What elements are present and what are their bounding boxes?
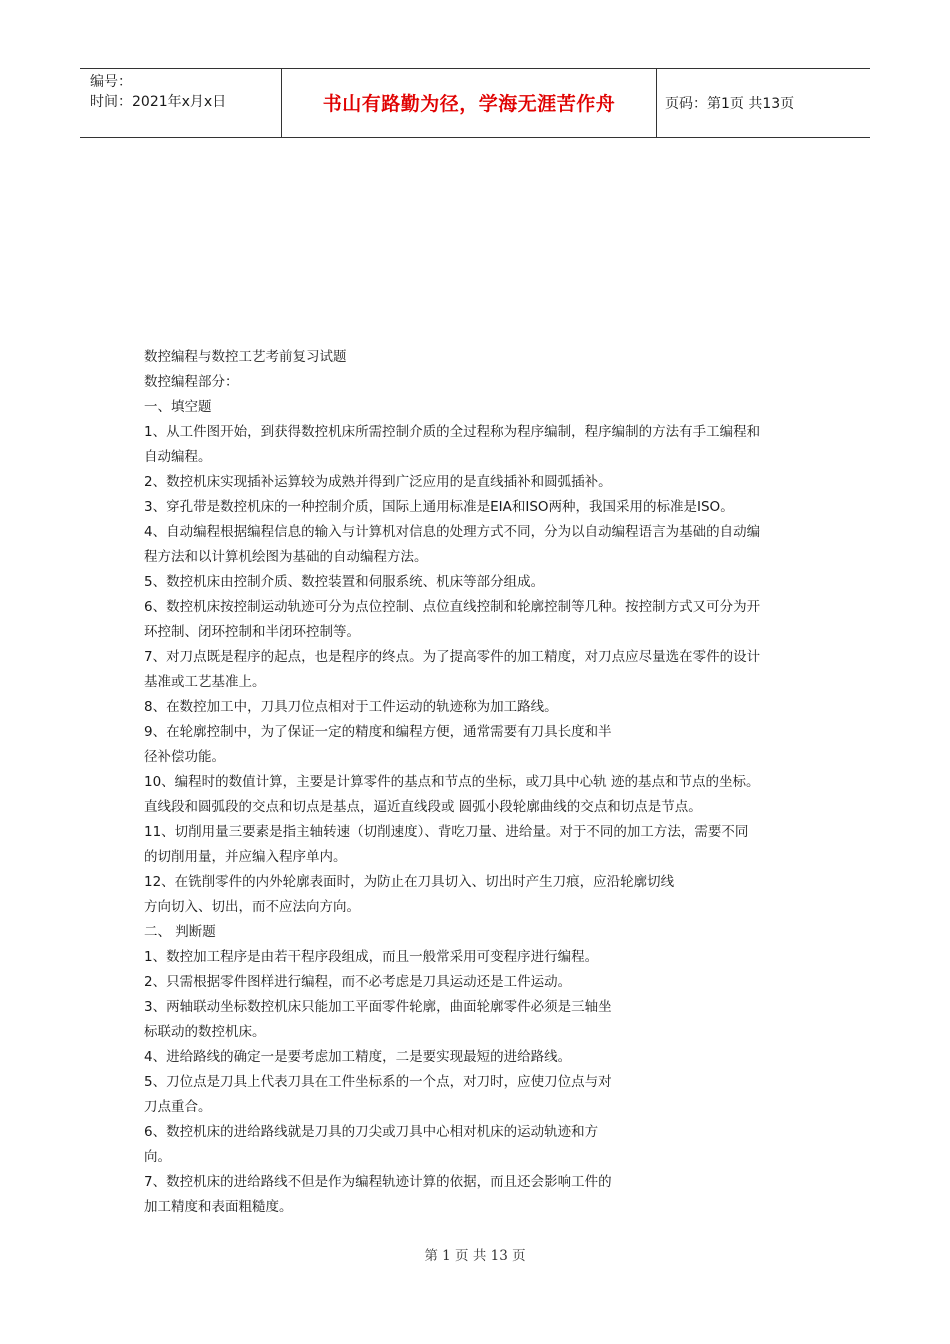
text-line: 6、数控机床的进给路线就是刀具的刀尖或刀具中心相对机床的运动轨迹和方 [144,1124,599,1140]
text-line: 11、切削用量三要素是指主轴转速（切削速度）、背吃刀量、进给量。对于不同的加工方法，需要不同 [144,824,749,840]
text-line: 4、自动编程根据编程信息的输入与计算机对信息的处理方式不同，分为以自动编程语言为基础的自动编 [144,524,761,540]
header-motto-cell [282,69,657,137]
text-line: 程方法和以计算机绘图为基础的自动编程方法。 [144,549,428,565]
document-number-label: 编号： [90,74,132,90]
text-line: 基准或工艺基准上。 [144,674,266,690]
text-line: 10、编程时的数值计算，主要是计算零件的基点和节点的坐标，或刀具中心轨 迹的基点和节点的坐标。 [144,774,760,790]
text-line: 一、填空题 [144,399,212,415]
motto-text: 书山有路勤为径，学海无涯苦作舟 [322,93,616,115]
text-line: 7、数控机床的进给路线不但是作为编程轨迹计算的依据，而且还会影响工件的 [144,1174,612,1190]
text-line: 2、数控机床实现插补运算较为成熟并得到广泛应用的是直线插补和圆弧插补。 [144,474,612,490]
header-page-info: 页码：第1页 共13页 [665,96,795,112]
text-line: 1、从工件图开始，到获得数控机床所需控制介质的全过程称为程序编制，程序编制的方法有手工编程和 [144,424,761,440]
text-line: 数控编程与数控工艺考前复习试题 [144,349,347,365]
text-line: 4、进给路线的确定一是要考虑加工精度，二是要实现最短的进给路线。 [144,1049,572,1065]
text-line: 1、数控加工程序是由若干程序段组成，而且一般常采用可变程序进行编程。 [144,949,599,965]
text-line: 2、只需根据零件图样进行编程，而不必考虑是刀具运动还是工件运动。 [144,974,572,990]
header-page-cell [657,69,870,137]
text-line: 7、对刀点既是程序的起点，也是程序的终点。为了提高零件的加工精度，对刀点应尽量选在零件的设计 [144,649,761,665]
text-line: 径补偿功能。 [144,749,225,765]
text-line: 3、两轴联动坐标数控机床只能加工平面零件轮廓，曲面轮廓零件必须是三轴坐 [144,999,612,1015]
text-line: 刀点重合。 [144,1099,212,1115]
header-meta-cell [80,69,282,137]
page-footer: 第 1 页 共 13 页 [424,1248,526,1264]
text-line: 自动编程。 [144,449,212,465]
document-time-label: 时间：2021年x月x日 [90,94,227,110]
text-line: 6、数控机床按控制运动轨迹可分为点位控制、点位直线控制和轮廓控制等几种。按控制方式又可分为开 [144,599,761,615]
page-header [80,68,870,138]
text-line: 加工精度和表面粗糙度。 [144,1199,293,1215]
text-line: 5、数控机床由控制介质、数控装置和伺服系统、机床等部分组成。 [144,574,545,590]
text-line: 标联动的数控机床。 [144,1024,266,1040]
text-line: 3、穿孔带是数控机床的一种控制介质，国际上通用标准是EIA和ISO两种，我国采用的标准是ISO。 [144,499,734,515]
text-line: 8、在数控加工中，刀具刀位点相对于工件运动的轨迹称为加工路线。 [144,699,558,715]
text-line: 9、在轮廓控制中，为了保证一定的精度和编程方便，通常需要有刀具长度和半 [144,724,612,740]
text-line: 5、刀位点是刀具上代表刀具在工件坐标系的一个点，对刀时，应使刀位点与对 [144,1074,612,1090]
text-line: 方向切入、切出，而不应法向方向。 [144,899,360,915]
text-line: 环控制、闭环控制和半闭环控制等。 [144,624,360,640]
text-line: 的切削用量，并应编入程序单内。 [144,849,347,865]
document-body [144,345,834,1220]
text-line: 直线段和圆弧段的交点和切点是基点，逼近直线段或 圆弧小段轮廓曲线的交点和切点是节点。 [144,799,702,815]
text-line: 二、 判断题 [144,924,216,940]
text-line: 向。 [144,1149,171,1165]
text-line: 数控编程部分： [144,374,239,390]
text-line: 12、在铣削零件的内外轮廓表面时，为防止在刀具切入、切出时产生刀痕，应沿轮廓切线 [144,874,675,890]
